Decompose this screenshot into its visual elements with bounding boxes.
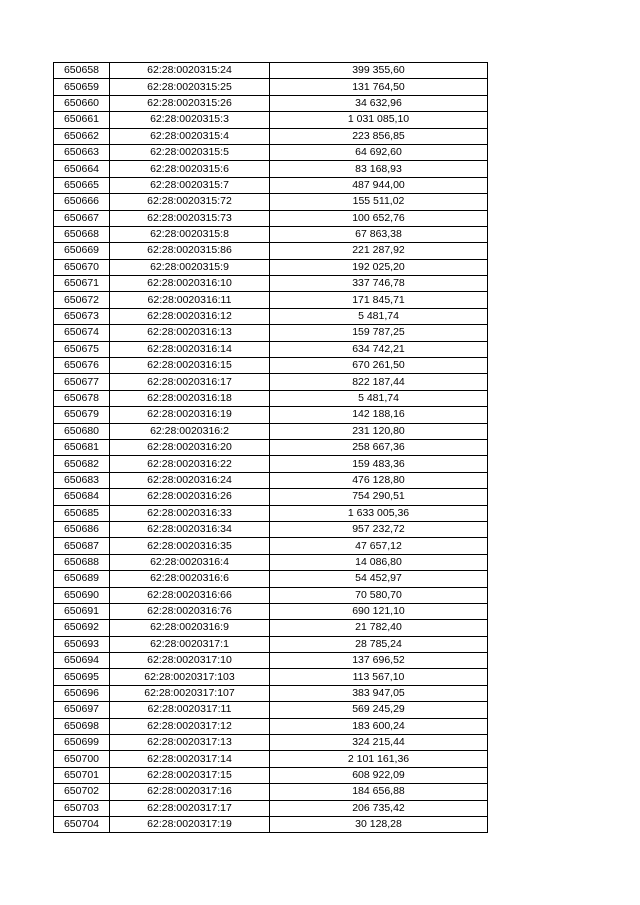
table-row <box>54 816 488 832</box>
row-number-cell: 650700 <box>54 751 110 767</box>
table-row <box>54 554 488 570</box>
cadastral-value-cell: 192 025,20 <box>270 259 488 275</box>
table-row <box>54 472 488 488</box>
cadastral-value-cell: 206 735,42 <box>270 800 488 816</box>
cadastral-number-cell: 62:28:0020317:14 <box>110 751 270 767</box>
cadastral-value-cell: 34 632,96 <box>270 95 488 111</box>
cadastral-value-cell: 54 452,97 <box>270 571 488 587</box>
table-row <box>54 735 488 751</box>
cadastral-value-cell: 822 187,44 <box>270 374 488 390</box>
table-row <box>54 308 488 324</box>
cadastral-number-cell: 62:28:0020317:10 <box>110 653 270 669</box>
table-row <box>54 374 488 390</box>
row-number-cell: 650689 <box>54 571 110 587</box>
table-row <box>54 341 488 357</box>
row-number-cell: 650681 <box>54 439 110 455</box>
cadastral-number-cell: 62:28:0020315:24 <box>110 63 270 79</box>
row-number-cell: 650697 <box>54 702 110 718</box>
cadastral-number-cell: 62:28:0020316:35 <box>110 538 270 554</box>
table-row <box>54 423 488 439</box>
row-number-cell: 650694 <box>54 653 110 669</box>
cadastral-value-cell: 754 290,51 <box>270 489 488 505</box>
cadastral-value-cell: 159 787,25 <box>270 325 488 341</box>
cadastral-number-cell: 62:28:0020317:17 <box>110 800 270 816</box>
row-number-cell: 650688 <box>54 554 110 570</box>
row-number-cell: 650680 <box>54 423 110 439</box>
cadastral-number-cell: 62:28:0020316:26 <box>110 489 270 505</box>
cadastral-value-cell: 5 481,74 <box>270 390 488 406</box>
cadastral-number-cell: 62:28:0020316:18 <box>110 390 270 406</box>
cadastral-value-table <box>53 62 488 833</box>
cadastral-number-cell: 62:28:0020317:11 <box>110 702 270 718</box>
table-row <box>54 784 488 800</box>
cadastral-value-cell: 957 232,72 <box>270 521 488 537</box>
cadastral-number-cell: 62:28:0020315:4 <box>110 128 270 144</box>
table-row <box>54 325 488 341</box>
table-row <box>54 407 488 423</box>
cadastral-number-cell: 62:28:0020315:3 <box>110 112 270 128</box>
row-number-cell: 650687 <box>54 538 110 554</box>
cadastral-value-cell: 30 128,28 <box>270 816 488 832</box>
table-row <box>54 489 488 505</box>
table-row <box>54 751 488 767</box>
row-number-cell: 650679 <box>54 407 110 423</box>
cadastral-number-cell: 62:28:0020316:6 <box>110 571 270 587</box>
row-number-cell: 650693 <box>54 636 110 652</box>
table-row <box>54 521 488 537</box>
table-row <box>54 571 488 587</box>
table-row <box>54 456 488 472</box>
table-row <box>54 63 488 79</box>
cadastral-number-cell: 62:28:0020316:4 <box>110 554 270 570</box>
cadastral-value-cell: 1 031 085,10 <box>270 112 488 128</box>
row-number-cell: 650701 <box>54 767 110 783</box>
row-number-cell: 650667 <box>54 210 110 226</box>
cadastral-number-cell: 62:28:0020315:72 <box>110 194 270 210</box>
row-number-cell: 650702 <box>54 784 110 800</box>
cadastral-value-cell: 70 580,70 <box>270 587 488 603</box>
cadastral-number-cell: 62:28:0020316:34 <box>110 521 270 537</box>
table-row <box>54 685 488 701</box>
row-number-cell: 650664 <box>54 161 110 177</box>
table-row <box>54 112 488 128</box>
table-row <box>54 243 488 259</box>
row-number-cell: 650690 <box>54 587 110 603</box>
cadastral-value-cell: 670 261,50 <box>270 358 488 374</box>
cadastral-value-cell: 223 856,85 <box>270 128 488 144</box>
table-row <box>54 669 488 685</box>
cadastral-number-cell: 62:28:0020316:19 <box>110 407 270 423</box>
row-number-cell: 650676 <box>54 358 110 374</box>
cadastral-number-cell: 62:28:0020315:26 <box>110 95 270 111</box>
cadastral-number-cell: 62:28:0020315:6 <box>110 161 270 177</box>
cadastral-value-cell: 487 944,00 <box>270 177 488 193</box>
cadastral-value-cell: 608 922,09 <box>270 767 488 783</box>
cadastral-value-cell: 131 764,50 <box>270 79 488 95</box>
cadastral-value-cell: 221 287,92 <box>270 243 488 259</box>
table-row <box>54 194 488 210</box>
row-number-cell: 650663 <box>54 144 110 160</box>
row-number-cell: 650668 <box>54 226 110 242</box>
table-row <box>54 390 488 406</box>
cadastral-number-cell: 62:28:0020316:12 <box>110 308 270 324</box>
row-number-cell: 650699 <box>54 735 110 751</box>
table-row <box>54 767 488 783</box>
cadastral-value-cell: 171 845,71 <box>270 292 488 308</box>
cadastral-number-cell: 62:28:0020316:2 <box>110 423 270 439</box>
cadastral-number-cell: 62:28:0020315:25 <box>110 79 270 95</box>
row-number-cell: 650665 <box>54 177 110 193</box>
cadastral-value-cell: 47 657,12 <box>270 538 488 554</box>
cadastral-value-cell: 155 511,02 <box>270 194 488 210</box>
row-number-cell: 650683 <box>54 472 110 488</box>
cadastral-number-cell: 62:28:0020316:24 <box>110 472 270 488</box>
cadastral-number-cell: 62:28:0020317:19 <box>110 816 270 832</box>
row-number-cell: 650692 <box>54 620 110 636</box>
cadastral-number-cell: 62:28:0020317:12 <box>110 718 270 734</box>
cadastral-value-cell: 5 481,74 <box>270 308 488 324</box>
table-row <box>54 505 488 521</box>
table-row <box>54 161 488 177</box>
cadastral-number-cell: 62:28:0020316:33 <box>110 505 270 521</box>
table-row <box>54 620 488 636</box>
cadastral-number-cell: 62:28:0020317:107 <box>110 685 270 701</box>
cadastral-number-cell: 62:28:0020315:7 <box>110 177 270 193</box>
cadastral-value-cell: 258 667,36 <box>270 439 488 455</box>
row-number-cell: 650695 <box>54 669 110 685</box>
cadastral-number-cell: 62:28:0020316:17 <box>110 374 270 390</box>
table-row <box>54 587 488 603</box>
cadastral-number-cell: 62:28:0020317:13 <box>110 735 270 751</box>
cadastral-value-cell: 690 121,10 <box>270 603 488 619</box>
row-number-cell: 650669 <box>54 243 110 259</box>
cadastral-value-cell: 14 086,80 <box>270 554 488 570</box>
row-number-cell: 650698 <box>54 718 110 734</box>
cadastral-number-cell: 62:28:0020316:22 <box>110 456 270 472</box>
row-number-cell: 650704 <box>54 816 110 832</box>
row-number-cell: 650658 <box>54 63 110 79</box>
table-row <box>54 177 488 193</box>
cadastral-value-cell: 159 483,36 <box>270 456 488 472</box>
table-row <box>54 276 488 292</box>
cadastral-value-cell: 2 101 161,36 <box>270 751 488 767</box>
row-number-cell: 650666 <box>54 194 110 210</box>
cadastral-number-cell: 62:28:0020315:86 <box>110 243 270 259</box>
cadastral-number-cell: 62:28:0020316:11 <box>110 292 270 308</box>
cadastral-value-cell: 569 245,29 <box>270 702 488 718</box>
table-row <box>54 292 488 308</box>
row-number-cell: 650674 <box>54 325 110 341</box>
row-number-cell: 650684 <box>54 489 110 505</box>
cadastral-number-cell: 62:28:0020315:73 <box>110 210 270 226</box>
cadastral-value-cell: 142 188,16 <box>270 407 488 423</box>
table-row <box>54 144 488 160</box>
cadastral-number-cell: 62:28:0020316:9 <box>110 620 270 636</box>
table-row <box>54 636 488 652</box>
table-row <box>54 259 488 275</box>
cadastral-value-cell: 383 947,05 <box>270 685 488 701</box>
cadastral-number-cell: 62:28:0020316:13 <box>110 325 270 341</box>
table-row <box>54 210 488 226</box>
table-row <box>54 358 488 374</box>
cadastral-value-cell: 183 600,24 <box>270 718 488 734</box>
cadastral-number-cell: 62:28:0020316:14 <box>110 341 270 357</box>
row-number-cell: 650661 <box>54 112 110 128</box>
row-number-cell: 650673 <box>54 308 110 324</box>
cadastral-value-cell: 399 355,60 <box>270 63 488 79</box>
table-row <box>54 226 488 242</box>
cadastral-number-cell: 62:28:0020316:76 <box>110 603 270 619</box>
cadastral-number-cell: 62:28:0020316:10 <box>110 276 270 292</box>
row-number-cell: 650678 <box>54 390 110 406</box>
cadastral-value-cell: 184 656,88 <box>270 784 488 800</box>
row-number-cell: 650691 <box>54 603 110 619</box>
cadastral-number-cell: 62:28:0020316:20 <box>110 439 270 455</box>
cadastral-value-cell: 64 692,60 <box>270 144 488 160</box>
row-number-cell: 650682 <box>54 456 110 472</box>
row-number-cell: 650672 <box>54 292 110 308</box>
table-row <box>54 718 488 734</box>
table-row <box>54 95 488 111</box>
cadastral-number-cell: 62:28:0020315:8 <box>110 226 270 242</box>
cadastral-value-cell: 28 785,24 <box>270 636 488 652</box>
cadastral-value-cell: 324 215,44 <box>270 735 488 751</box>
row-number-cell: 650703 <box>54 800 110 816</box>
cadastral-value-cell: 67 863,38 <box>270 226 488 242</box>
cadastral-value-cell: 113 567,10 <box>270 669 488 685</box>
row-number-cell: 650671 <box>54 276 110 292</box>
cadastral-number-cell: 62:28:0020317:1 <box>110 636 270 652</box>
cadastral-value-cell: 634 742,21 <box>270 341 488 357</box>
table-body <box>54 63 488 833</box>
table-row <box>54 653 488 669</box>
table-row <box>54 79 488 95</box>
row-number-cell: 650659 <box>54 79 110 95</box>
table-row <box>54 603 488 619</box>
cadastral-value-cell: 83 168,93 <box>270 161 488 177</box>
table-row <box>54 702 488 718</box>
cadastral-number-cell: 62:28:0020317:16 <box>110 784 270 800</box>
cadastral-value-cell: 231 120,80 <box>270 423 488 439</box>
cadastral-value-cell: 1 633 005,36 <box>270 505 488 521</box>
table-row <box>54 128 488 144</box>
cadastral-value-cell: 137 696,52 <box>270 653 488 669</box>
cadastral-number-cell: 62:28:0020315:5 <box>110 144 270 160</box>
row-number-cell: 650675 <box>54 341 110 357</box>
cadastral-value-cell: 21 782,40 <box>270 620 488 636</box>
row-number-cell: 650677 <box>54 374 110 390</box>
row-number-cell: 650660 <box>54 95 110 111</box>
cadastral-number-cell: 62:28:0020316:15 <box>110 358 270 374</box>
row-number-cell: 650670 <box>54 259 110 275</box>
row-number-cell: 650662 <box>54 128 110 144</box>
cadastral-number-cell: 62:28:0020317:15 <box>110 767 270 783</box>
cadastral-number-cell: 62:28:0020315:9 <box>110 259 270 275</box>
cadastral-value-cell: 337 746,78 <box>270 276 488 292</box>
cadastral-value-cell: 476 128,80 <box>270 472 488 488</box>
row-number-cell: 650696 <box>54 685 110 701</box>
cadastral-number-cell: 62:28:0020316:66 <box>110 587 270 603</box>
table-row <box>54 538 488 554</box>
row-number-cell: 650686 <box>54 521 110 537</box>
cadastral-value-cell: 100 652,76 <box>270 210 488 226</box>
row-number-cell: 650685 <box>54 505 110 521</box>
cadastral-number-cell: 62:28:0020317:103 <box>110 669 270 685</box>
table-row <box>54 800 488 816</box>
table-row <box>54 439 488 455</box>
